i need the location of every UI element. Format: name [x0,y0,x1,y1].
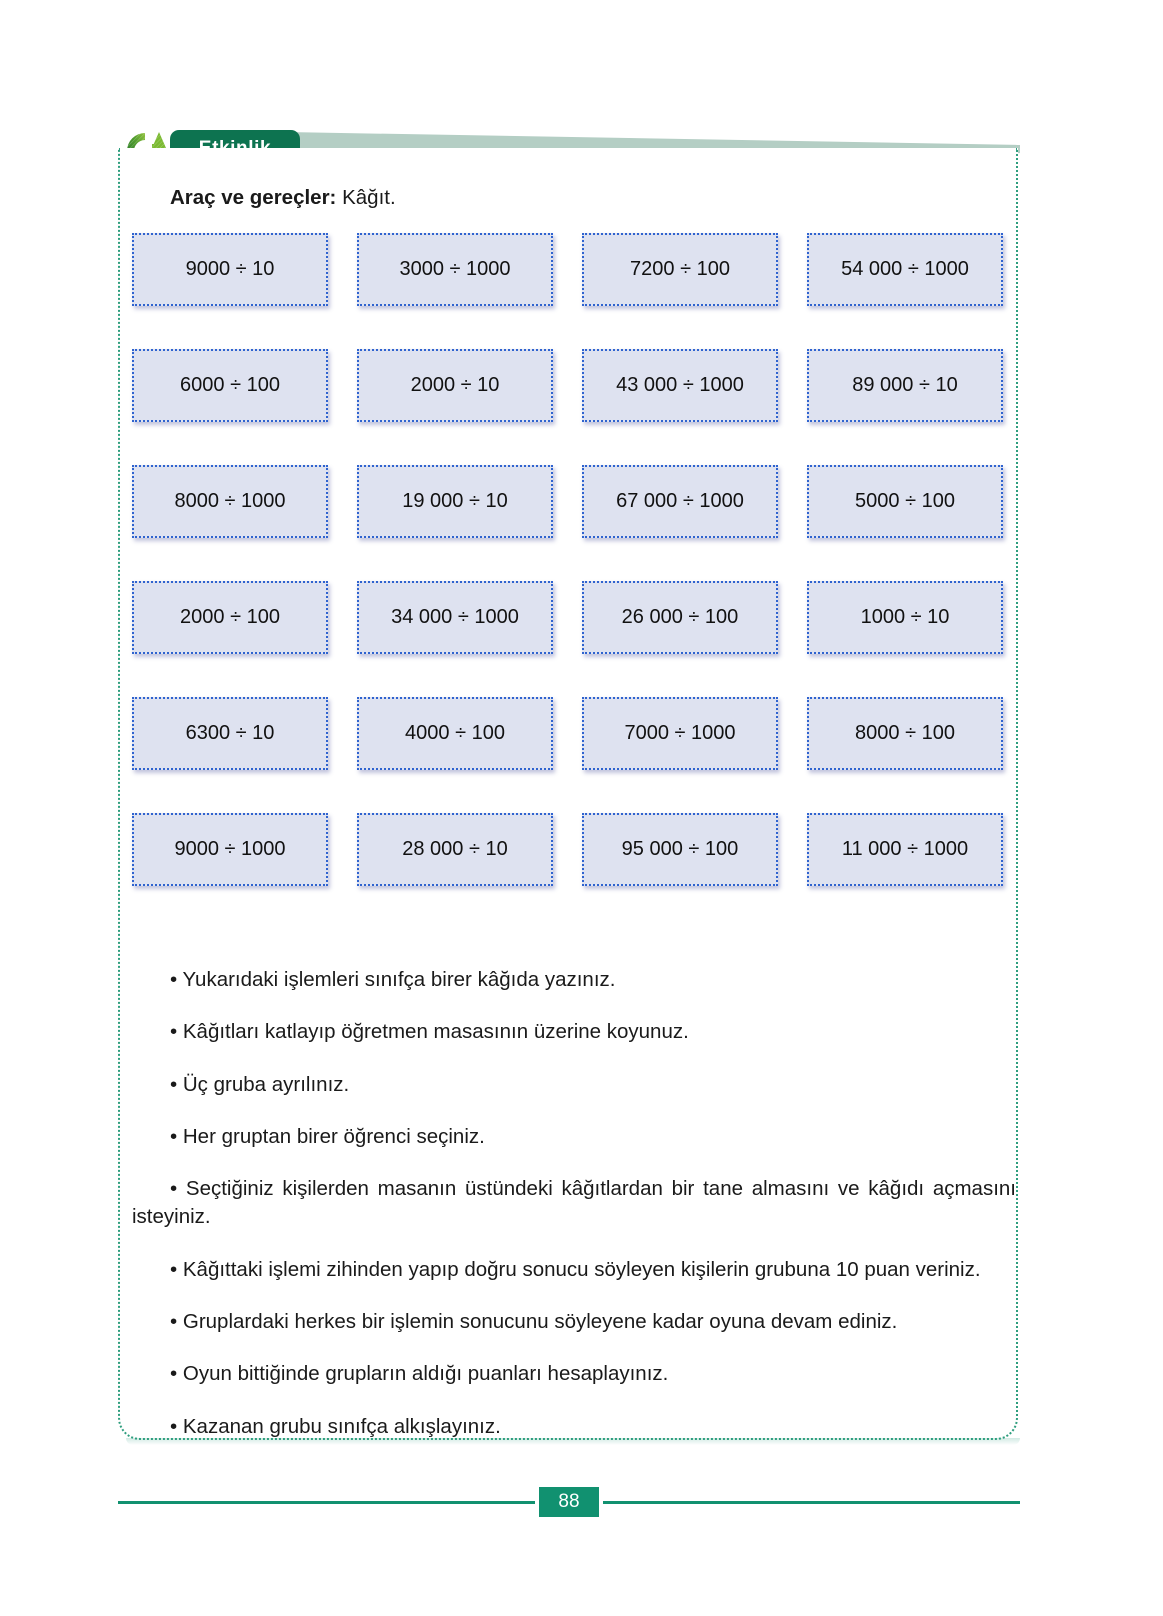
expression-grid [132,233,1012,886]
expression-box: 9000 ÷ 10 [132,233,328,306]
instruction-item: • Üç gruba ayrılınız. [170,1072,350,1096]
instruction-list [132,966,1016,1441]
page-footer [118,1487,1020,1517]
instruction-item: • Kâğıtları katlayıp öğretmen masasının üzerine koyunuz. [170,1020,689,1044]
instruction-item: • Gruplardaki herkes bir işlemin sonucunu söyleyene kadar oyuna devam ediniz. [170,1309,898,1333]
expression-box: 6000 ÷ 100 [132,349,328,422]
expression-box: 3000 ÷ 1000 [357,233,553,306]
instruction-item: • Yukarıdaki işlemleri sınıfça birer kâğıda yazınız. [170,968,616,991]
expression-box: 19 000 ÷ 10 [357,465,553,538]
expression-box: 43 000 ÷ 1000 [582,349,778,422]
expression-box: 89 000 ÷ 10 [807,349,1003,422]
materials-label: Araç ve gereçler: [170,186,337,209]
expression-box: 95 000 ÷ 100 [582,813,778,886]
footer-rule-right [603,1501,1020,1504]
expression-box: 7000 ÷ 1000 [582,697,778,770]
instruction-item: • Kazanan grubu sınıfça alkışlayınız. [170,1414,501,1438]
materials-value: Kâğıt. [342,186,396,209]
expression-box: 67 000 ÷ 1000 [582,465,778,538]
expression-box: 28 000 ÷ 10 [357,813,553,886]
page-number: 88 [539,1487,599,1517]
instruction-item: • Her gruptan birer öğrenci seçiniz. [170,1124,485,1148]
instruction-item: • Kâğıttaki işlemi zihinden yapıp doğru sonucu söyleyen kişilerin grubuna 10 puan veriniz. [170,1257,981,1281]
expression-box: 8000 ÷ 100 [807,697,1003,770]
instruction-item: • Oyun bittiğinde grupların aldığı puanları hesaplayınız. [170,1362,669,1386]
expression-box: 5000 ÷ 100 [807,465,1003,538]
expression-box: 1000 ÷ 10 [807,581,1003,654]
expression-box: 34 000 ÷ 1000 [357,581,553,654]
expression-box: 4000 ÷ 100 [357,697,553,770]
expression-box: 2000 ÷ 100 [132,581,328,654]
materials-line [170,186,396,210]
expression-box: 26 000 ÷ 100 [582,581,778,654]
expression-box: 8000 ÷ 1000 [132,465,328,538]
expression-box: 2000 ÷ 10 [357,349,553,422]
expression-box: 9000 ÷ 1000 [132,813,328,886]
footer-rule-left [118,1501,535,1504]
expression-box: 54 000 ÷ 1000 [807,233,1003,306]
expression-box: 7200 ÷ 100 [582,233,778,306]
expression-box: 6300 ÷ 10 [132,697,328,770]
expression-box: 11 000 ÷ 1000 [807,813,1003,886]
activity-panel [118,148,1018,1440]
instruction-item: • Seçtiğiniz kişilerden masanın üstündeki kâğıtlardan bir tane almasını ve kâğıdı açmasını isteyiniz. [132,1177,1016,1229]
